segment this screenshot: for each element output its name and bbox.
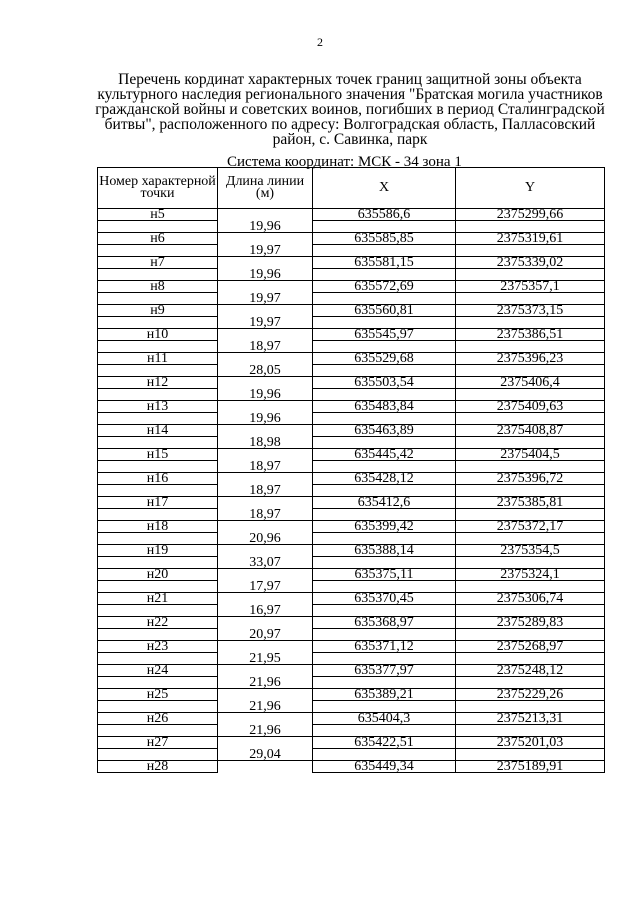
- line-length-cell: 19,96: [218, 413, 313, 425]
- line-length-cell: 29,04: [218, 749, 313, 761]
- line-length-cell: 33,07: [218, 557, 313, 569]
- point-number-cell: н25: [98, 689, 218, 701]
- x-coordinate-cell: 635370,45: [313, 593, 456, 605]
- x-coordinate-cell: 635449,34: [313, 761, 456, 773]
- line-length-cell: 18,97: [218, 485, 313, 497]
- table-row: [98, 545, 605, 557]
- x-coordinate-cell: 635463,89: [313, 425, 456, 437]
- point-number-cell: н6: [98, 233, 218, 245]
- table-row: [98, 281, 605, 293]
- line-length-cell: 16,97: [218, 605, 313, 617]
- x-coordinate-cell: 635412,6: [313, 497, 456, 509]
- table-row: [98, 233, 605, 245]
- point-number-cell: н5: [98, 209, 218, 221]
- title-line: гражданской войны и советских воинов, погибших в период Сталинградской: [95, 101, 605, 118]
- point-number-cell: н7: [98, 257, 218, 269]
- y-coordinate-cell: 2375299,66: [456, 209, 605, 221]
- x-coordinate-cell: 635581,15: [313, 257, 456, 269]
- title-line: культурного наследия регионального значения "Братская могила участников: [97, 86, 603, 103]
- y-coordinate-cell: 2375372,17: [456, 521, 605, 533]
- header-line-length: Длина линии (м): [218, 168, 313, 209]
- y-coordinate-cell: 2375268,97: [456, 641, 605, 653]
- x-coordinate-cell: 635389,21: [313, 689, 456, 701]
- y-coordinate-cell: 2375406,4: [456, 377, 605, 389]
- table-row: [98, 665, 605, 677]
- line-length-cell: 18,98: [218, 437, 313, 449]
- y-coordinate-cell: 2375354,5: [456, 545, 605, 557]
- x-coordinate-cell: 635399,42: [313, 521, 456, 533]
- line-length-cell: 21,95: [218, 653, 313, 665]
- y-coordinate-cell: 2375248,12: [456, 665, 605, 677]
- point-number-cell: н11: [98, 353, 218, 365]
- y-coordinate-cell: 2375213,31: [456, 713, 605, 725]
- point-number-cell: н21: [98, 593, 218, 605]
- x-coordinate-cell: 635483,84: [313, 401, 456, 413]
- document-title: [80, 72, 620, 147]
- x-coordinate-cell: 635503,54: [313, 377, 456, 389]
- y-coordinate-cell: 2375396,23: [456, 353, 605, 365]
- line-length-cell: 19,96: [218, 269, 313, 281]
- line-length-cell: 18,97: [218, 461, 313, 473]
- y-coordinate-cell: 2375409,63: [456, 401, 605, 413]
- table-body: [98, 209, 605, 773]
- table-row: [98, 209, 605, 221]
- header-y: Y: [456, 168, 605, 209]
- y-coordinate-cell: 2375319,61: [456, 233, 605, 245]
- title-line: район, с. Савинка, парк: [272, 131, 428, 148]
- x-coordinate-cell: 635445,42: [313, 449, 456, 461]
- coordinates-table: [97, 167, 605, 773]
- line-length-cell: 20,97: [218, 629, 313, 641]
- y-coordinate-cell: 2375229,26: [456, 689, 605, 701]
- table-row: [98, 425, 605, 437]
- line-length-cell: 19,97: [218, 293, 313, 305]
- table-row: [98, 473, 605, 485]
- table-row: [98, 593, 605, 605]
- point-number-cell: н13: [98, 401, 218, 413]
- point-number-cell: н9: [98, 305, 218, 317]
- y-coordinate-cell: 2375357,1: [456, 281, 605, 293]
- y-coordinate-cell: 2375189,91: [456, 761, 605, 773]
- table-row: [98, 305, 605, 317]
- x-coordinate-cell: 635572,69: [313, 281, 456, 293]
- table-row: [98, 713, 605, 725]
- y-coordinate-cell: 2375404,5: [456, 449, 605, 461]
- x-coordinate-cell: 635371,12: [313, 641, 456, 653]
- table-row: [98, 497, 605, 509]
- line-length-cell: 20,96: [218, 533, 313, 545]
- x-coordinate-cell: 635388,14: [313, 545, 456, 557]
- point-number-cell: н23: [98, 641, 218, 653]
- line-length-cell: 21,96: [218, 725, 313, 737]
- header-x: X: [313, 168, 456, 209]
- x-coordinate-cell: 635377,97: [313, 665, 456, 677]
- table-header-row: [98, 168, 605, 209]
- x-coordinate-cell: 635368,97: [313, 617, 456, 629]
- point-number-cell: н20: [98, 569, 218, 581]
- y-coordinate-cell: 2375324,1: [456, 569, 605, 581]
- title-line: битвы", расположенного по адресу: Волгоградская область, Палласовский: [104, 116, 596, 133]
- table-row: [98, 377, 605, 389]
- table-row: [98, 689, 605, 701]
- x-coordinate-cell: 635545,97: [313, 329, 456, 341]
- y-coordinate-cell: 2375339,02: [456, 257, 605, 269]
- line-length-cell: 19,96: [218, 221, 313, 233]
- point-number-cell: н16: [98, 473, 218, 485]
- point-number-cell: н10: [98, 329, 218, 341]
- line-length-cell: 19,97: [218, 245, 313, 257]
- line-length-cell: 19,96: [218, 389, 313, 401]
- x-coordinate-cell: 635585,85: [313, 233, 456, 245]
- table-row: [98, 257, 605, 269]
- y-coordinate-cell: 2375385,81: [456, 497, 605, 509]
- point-number-cell: н26: [98, 713, 218, 725]
- table-row: [98, 521, 605, 533]
- x-coordinate-cell: 635422,51: [313, 737, 456, 749]
- y-coordinate-cell: 2375396,72: [456, 473, 605, 485]
- x-coordinate-cell: 635586,6: [313, 209, 456, 221]
- line-length-cell: 17,97: [218, 581, 313, 593]
- page-number: 2: [317, 35, 323, 49]
- table-row: [98, 641, 605, 653]
- line-length-cell: 28,05: [218, 365, 313, 377]
- line-length-cell: 19,97: [218, 317, 313, 329]
- point-number-cell: н12: [98, 377, 218, 389]
- table-row: [98, 449, 605, 461]
- y-coordinate-cell: 2375386,51: [456, 329, 605, 341]
- table-row: [98, 761, 605, 773]
- table-row: [98, 329, 605, 341]
- point-number-cell: н15: [98, 449, 218, 461]
- table-row: [98, 617, 605, 629]
- x-coordinate-cell: 635404,3: [313, 713, 456, 725]
- point-number-cell: н24: [98, 665, 218, 677]
- x-coordinate-cell: 635428,12: [313, 473, 456, 485]
- point-number-cell: н19: [98, 545, 218, 557]
- point-number-cell: н14: [98, 425, 218, 437]
- point-number-cell: н8: [98, 281, 218, 293]
- y-coordinate-cell: 2375201,03: [456, 737, 605, 749]
- point-number-cell: н18: [98, 521, 218, 533]
- line-length-cell: 18,97: [218, 341, 313, 353]
- line-length-cell: 21,96: [218, 677, 313, 689]
- point-number-cell: н22: [98, 617, 218, 629]
- point-number-cell: н17: [98, 497, 218, 509]
- y-coordinate-cell: 2375373,15: [456, 305, 605, 317]
- line-length-cell: 21,96: [218, 701, 313, 713]
- table-row: [98, 737, 605, 749]
- table-row: [98, 353, 605, 365]
- table-row: [98, 569, 605, 581]
- point-number-cell: н27: [98, 737, 218, 749]
- line-length-cell: 18,97: [218, 509, 313, 521]
- coordinate-system-label: Система координат: МСК - 34 зона 1: [227, 154, 462, 170]
- line-length-cell: [218, 761, 313, 773]
- x-coordinate-cell: 635529,68: [313, 353, 456, 365]
- x-coordinate-cell: 635375,11: [313, 569, 456, 581]
- x-coordinate-cell: 635560,81: [313, 305, 456, 317]
- header-point-number: Номер характерной точки: [98, 168, 218, 209]
- point-number-cell: н28: [98, 761, 218, 773]
- title-line: Перечень кординат характерных точек границ защитной зоны объекта: [118, 71, 582, 88]
- y-coordinate-cell: 2375289,83: [456, 617, 605, 629]
- y-coordinate-cell: 2375306,74: [456, 593, 605, 605]
- y-coordinate-cell: 2375408,87: [456, 425, 605, 437]
- table-row: [98, 401, 605, 413]
